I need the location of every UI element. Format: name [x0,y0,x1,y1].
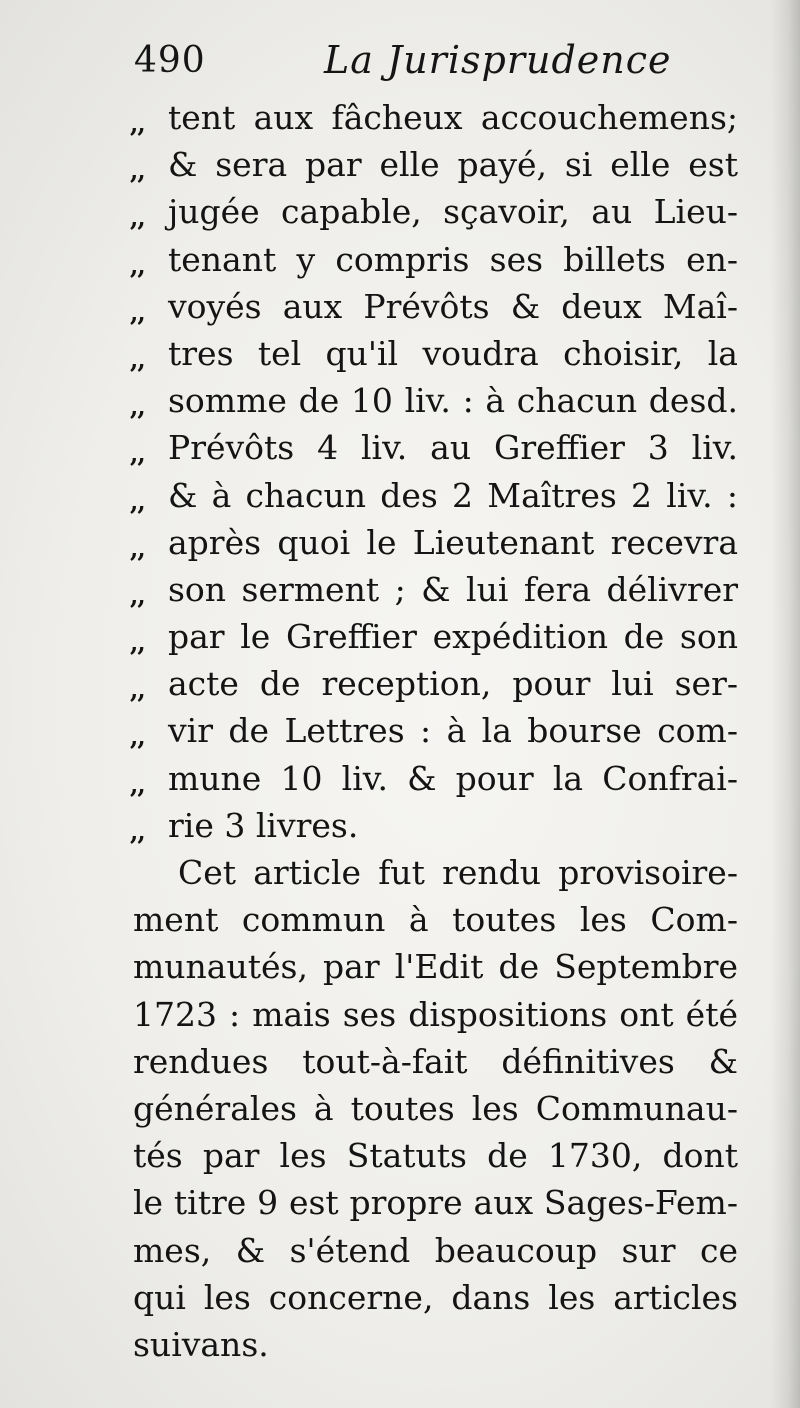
line-text: qui les concerne, dans les articles [133,1277,738,1317]
quote-mark: ,, [130,250,145,280]
line-text: après quoi le Lieutenant recevra [168,522,738,562]
quote-mark: ,, [130,203,145,233]
line-text: mune 10 liv. & pour la Confrai- [168,758,738,798]
quoted-line [0,330,800,377]
paragraph-line [0,1132,800,1179]
quoted-line [0,802,800,849]
quoted-line [0,188,800,235]
quote-mark: ,, [130,628,145,658]
quoted-line [0,377,800,424]
line-text: Prévôts 4 liv. au Greffier 3 liv. [168,428,738,468]
page-number: 490 [134,40,206,81]
line-text: munautés, par l'Edit de Septembre [133,947,738,987]
line-text: générales à toutes les Communau- [133,1088,738,1128]
line-text: rie 3 livres. [168,805,359,845]
quote-mark: ,, [130,344,145,374]
paragraph-line [0,1321,800,1368]
paragraph-line [0,1179,800,1226]
line-text: par le Greffier expédition de son [168,617,738,657]
quote-mark: ,, [130,392,145,422]
quoted-line [0,519,800,566]
line-text: & à chacun des 2 Maîtres 2 liv. : [168,475,738,515]
quoted-line [0,755,800,802]
quote-mark: ,, [130,439,145,469]
quoted-line [0,141,800,188]
paragraph-line [0,1038,800,1085]
line-text: mes, & s'étend beaucoup sur ce [133,1230,738,1270]
line-text: tenant y compris ses billets en- [168,239,738,279]
paragraph-line [0,849,800,896]
line-text: acte de reception, pour lui ser- [168,664,738,704]
quoted-line [0,472,800,519]
line-text: rendues tout-à-fait définitives & [133,1041,738,1081]
line-text: tent aux fâcheux accouchemens; [168,98,738,137]
line-text: suivans. [133,1324,269,1364]
quoted-line [0,707,800,754]
quoted-line [0,613,800,660]
quote-mark: ,, [130,533,145,563]
running-head: La Jurisprudence [324,38,672,82]
paragraph-line [0,943,800,990]
quote-mark: ,, [130,816,145,846]
paragraph-line [0,896,800,943]
line-text: tés par les Statuts de 1730, dont [133,1136,738,1176]
line-text: jugée capable, sçavoir, au Lieu- [168,192,738,232]
line-text: vir de Lettres : à la bourse com- [168,711,738,751]
quote-mark: ,, [130,156,145,186]
line-text: somme de 10 liv. : à chacun desd. [168,381,738,421]
quote-mark: ,, [130,486,145,516]
paragraph-line [0,1227,800,1274]
line-text: son serment ; & lui fera délivrer [168,569,738,609]
line-text: le titre 9 est propre aux Sages-Fem- [133,1183,738,1223]
page-text [0,94,800,1368]
paragraph-line [0,991,800,1038]
line-text: tres tel qu'il voudra choisir, la [168,333,738,373]
quote-mark: ,, [130,297,145,327]
line-text: voyés aux Prévôts & deux Maî- [168,286,738,326]
page-header [134,38,734,88]
quote-mark: ,, [130,109,145,138]
quoted-line [0,94,800,141]
line-text: ment commun à toutes les Com- [133,900,738,940]
quoted-line [0,236,800,283]
quote-mark: ,, [130,580,145,610]
quote-mark: ,, [130,675,145,705]
quote-mark: ,, [130,722,145,752]
paragraph-line [0,1274,800,1321]
line-text: Cet article fut rendu provisoire- [178,853,738,892]
line-text: 1723 : mais ses dispositions ont été [133,994,738,1034]
quote-mark: ,, [130,769,145,799]
paragraph-line [0,1085,800,1132]
quoted-line [0,566,800,613]
quoted-line [0,660,800,707]
quoted-line [0,424,800,471]
line-text: & sera par elle payé, si elle est [168,145,738,185]
quoted-line [0,283,800,330]
